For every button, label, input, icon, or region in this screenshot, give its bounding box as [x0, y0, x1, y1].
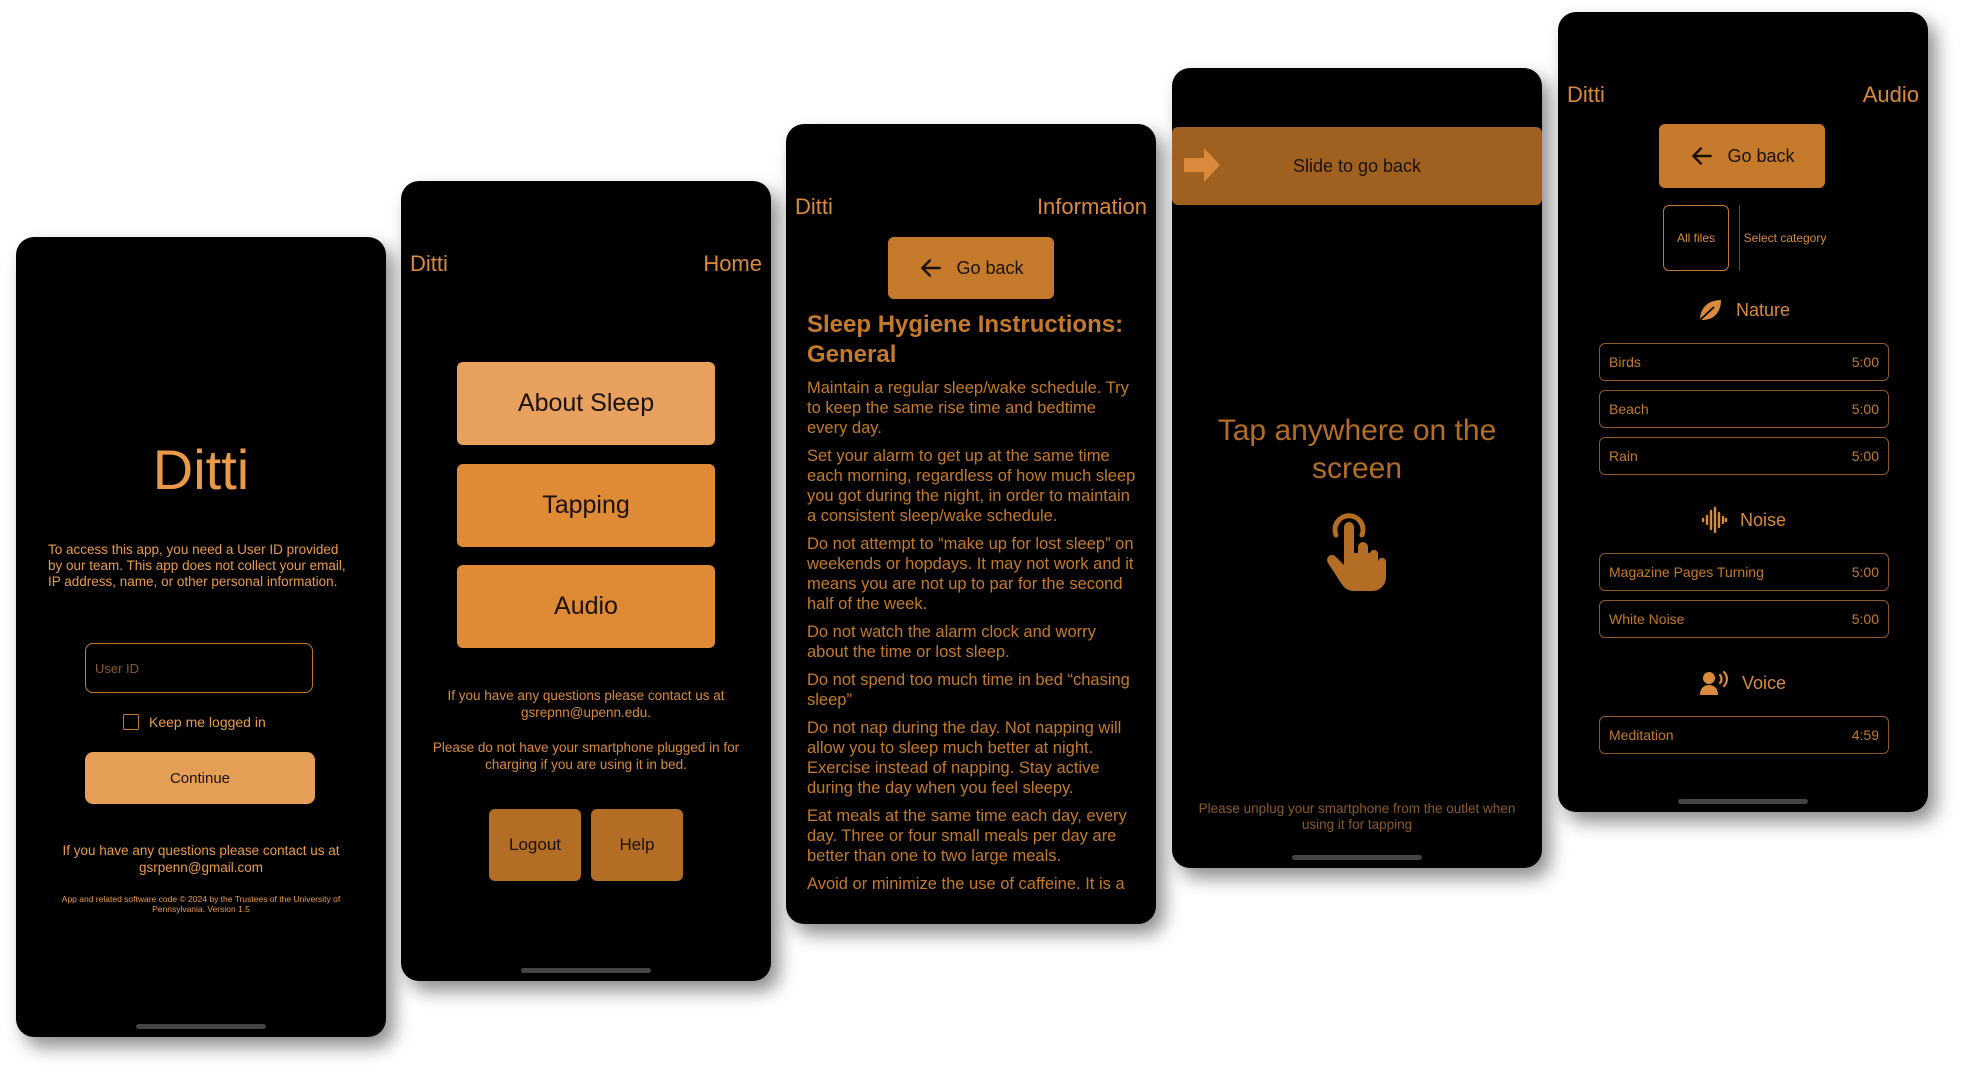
- instructions-document: [807, 310, 1138, 902]
- category-nature: [1558, 296, 1928, 324]
- track-duration: 4:59: [1851, 727, 1879, 743]
- track-duration: 5:00: [1851, 354, 1879, 370]
- paragraph: Do not attempt to “make up for lost sleep” on weekends or hopdays. It may not work and it means you are not up to par for the second half of the week.: [807, 535, 1134, 613]
- track-row[interactable]: [1599, 716, 1889, 754]
- home-indicator: [521, 968, 651, 973]
- track-title: Magazine Pages Turning: [1609, 564, 1764, 580]
- track-title: Birds: [1609, 354, 1641, 370]
- logout-button[interactable]: Logout: [489, 809, 581, 881]
- help-button[interactable]: Help: [591, 809, 683, 881]
- track-row[interactable]: [1599, 390, 1889, 428]
- category-label: Noise: [1739, 509, 1787, 530]
- page-title: Audio: [1862, 82, 1919, 107]
- tab-all-files[interactable]: All files: [1663, 205, 1729, 271]
- app-title: Ditti: [152, 438, 250, 501]
- speaker-voice-icon: [1700, 669, 1730, 697]
- track-duration: 5:00: [1851, 564, 1879, 580]
- login-screen: [16, 237, 386, 1037]
- track-duration: 5:00: [1851, 401, 1879, 417]
- waveform-icon: [1700, 506, 1728, 534]
- header: [795, 194, 1147, 220]
- arrow-left-icon: [1689, 143, 1715, 169]
- slide-label: Slide to go back: [1292, 156, 1422, 176]
- intro-text: To access this app, you need a User ID provided by our team. This app does not collect your email, IP address, name, or other personal information.: [48, 542, 346, 589]
- page-title: Home: [703, 251, 762, 276]
- charging-warning: Please do not have your smartphone plugged in for charging if you are using it in bed.: [432, 740, 740, 772]
- paragraph: Avoid or minimize the use of caffeine. It is a: [807, 875, 1125, 893]
- tab-select-category[interactable]: Select category: [1743, 230, 1827, 245]
- track-title: Meditation: [1609, 727, 1674, 743]
- go-back-label: Go back: [1727, 145, 1795, 166]
- header: [410, 251, 762, 277]
- category-voice: [1558, 669, 1928, 697]
- information-screen: [786, 124, 1156, 924]
- leaf-icon: [1696, 296, 1724, 324]
- track-duration: 5:00: [1851, 611, 1879, 627]
- track-title: White Noise: [1609, 611, 1685, 627]
- tapping-button[interactable]: Tapping: [457, 464, 715, 547]
- user-id-field[interactable]: [85, 643, 313, 693]
- paragraph: Do not nap during the day. Not napping will allow you to sleep much better at night. Exercise instead of napping. Stay active during the day when you feel sleepy.: [807, 719, 1122, 797]
- app-name: Ditti: [795, 194, 833, 219]
- go-back-label: Go back: [956, 257, 1024, 278]
- keep-logged-in-toggle[interactable]: [123, 714, 266, 730]
- category-label: Voice: [1741, 672, 1787, 693]
- track-title: Rain: [1609, 448, 1638, 464]
- user-id-input[interactable]: [86, 644, 312, 692]
- track-row[interactable]: [1599, 343, 1889, 381]
- tap-hand-icon: [1320, 505, 1390, 591]
- about-sleep-button[interactable]: About Sleep: [457, 362, 715, 445]
- home-indicator: [136, 1024, 266, 1029]
- paragraph: Do not spend too much time in bed “chasing sleep”: [807, 671, 1130, 709]
- page-title: Information: [1036, 194, 1147, 219]
- slide-to-go-back[interactable]: [1172, 127, 1542, 205]
- contact-text: If you have any questions please contact us at gsrepnn@upenn.edu.: [447, 688, 725, 720]
- track-row[interactable]: [1599, 553, 1889, 591]
- track-row[interactable]: [1599, 437, 1889, 475]
- track-duration: 5:00: [1851, 448, 1879, 464]
- filter-tabs: [1663, 205, 1830, 271]
- unplug-warning: Please unplug your smartphone from the outlet when using it for tapping: [1198, 801, 1516, 832]
- copyright-text: App and related software code © 2024 by the Trustees of the University of Pennsylvania. Version 1.5: [61, 894, 341, 914]
- home-screen: [401, 181, 771, 981]
- audio-button[interactable]: Audio: [457, 565, 715, 648]
- tap-instruction: Tap anywhere on the screen: [1217, 414, 1497, 485]
- contact-text: If you have any questions please contact us at gsrpenn@gmail.com: [62, 843, 340, 875]
- paragraph: Do not watch the alarm clock and worry about the time or lost sleep.: [807, 623, 1096, 661]
- app-name: Ditti: [1567, 82, 1605, 107]
- keep-logged-in-label: Keep me logged in: [149, 714, 266, 730]
- app-name: Ditti: [410, 251, 448, 276]
- track-title: Beach: [1609, 401, 1649, 417]
- audio-screen: [1558, 12, 1928, 812]
- paragraph: Maintain a regular sleep/wake schedule. Try to keep the same rise time and bedtime every day.: [807, 379, 1129, 437]
- tapping-screen[interactable]: [1172, 68, 1542, 868]
- header: [1567, 82, 1919, 108]
- track-row[interactable]: [1599, 600, 1889, 638]
- checkbox[interactable]: [123, 714, 139, 730]
- arrow-left-icon: [918, 255, 944, 281]
- home-indicator: [1292, 855, 1422, 860]
- instructions-heading: Sleep Hygiene Instructions: General: [807, 311, 1124, 368]
- paragraph: Eat meals at the same time each day, every day. Three or four small meals per day are better than one to two large meals.: [807, 807, 1127, 865]
- paragraph: Set your alarm to get up at the same time each morning, regardless of how much sleep you got during the night, in order to maintain a consistent sleep/wake schedule.: [807, 447, 1136, 525]
- category-label: Nature: [1735, 299, 1791, 320]
- go-back-button[interactable]: [888, 237, 1054, 299]
- category-noise: [1558, 506, 1928, 534]
- continue-button[interactable]: Continue: [85, 752, 315, 804]
- go-back-button[interactable]: [1659, 124, 1825, 188]
- home-indicator: [1678, 799, 1808, 804]
